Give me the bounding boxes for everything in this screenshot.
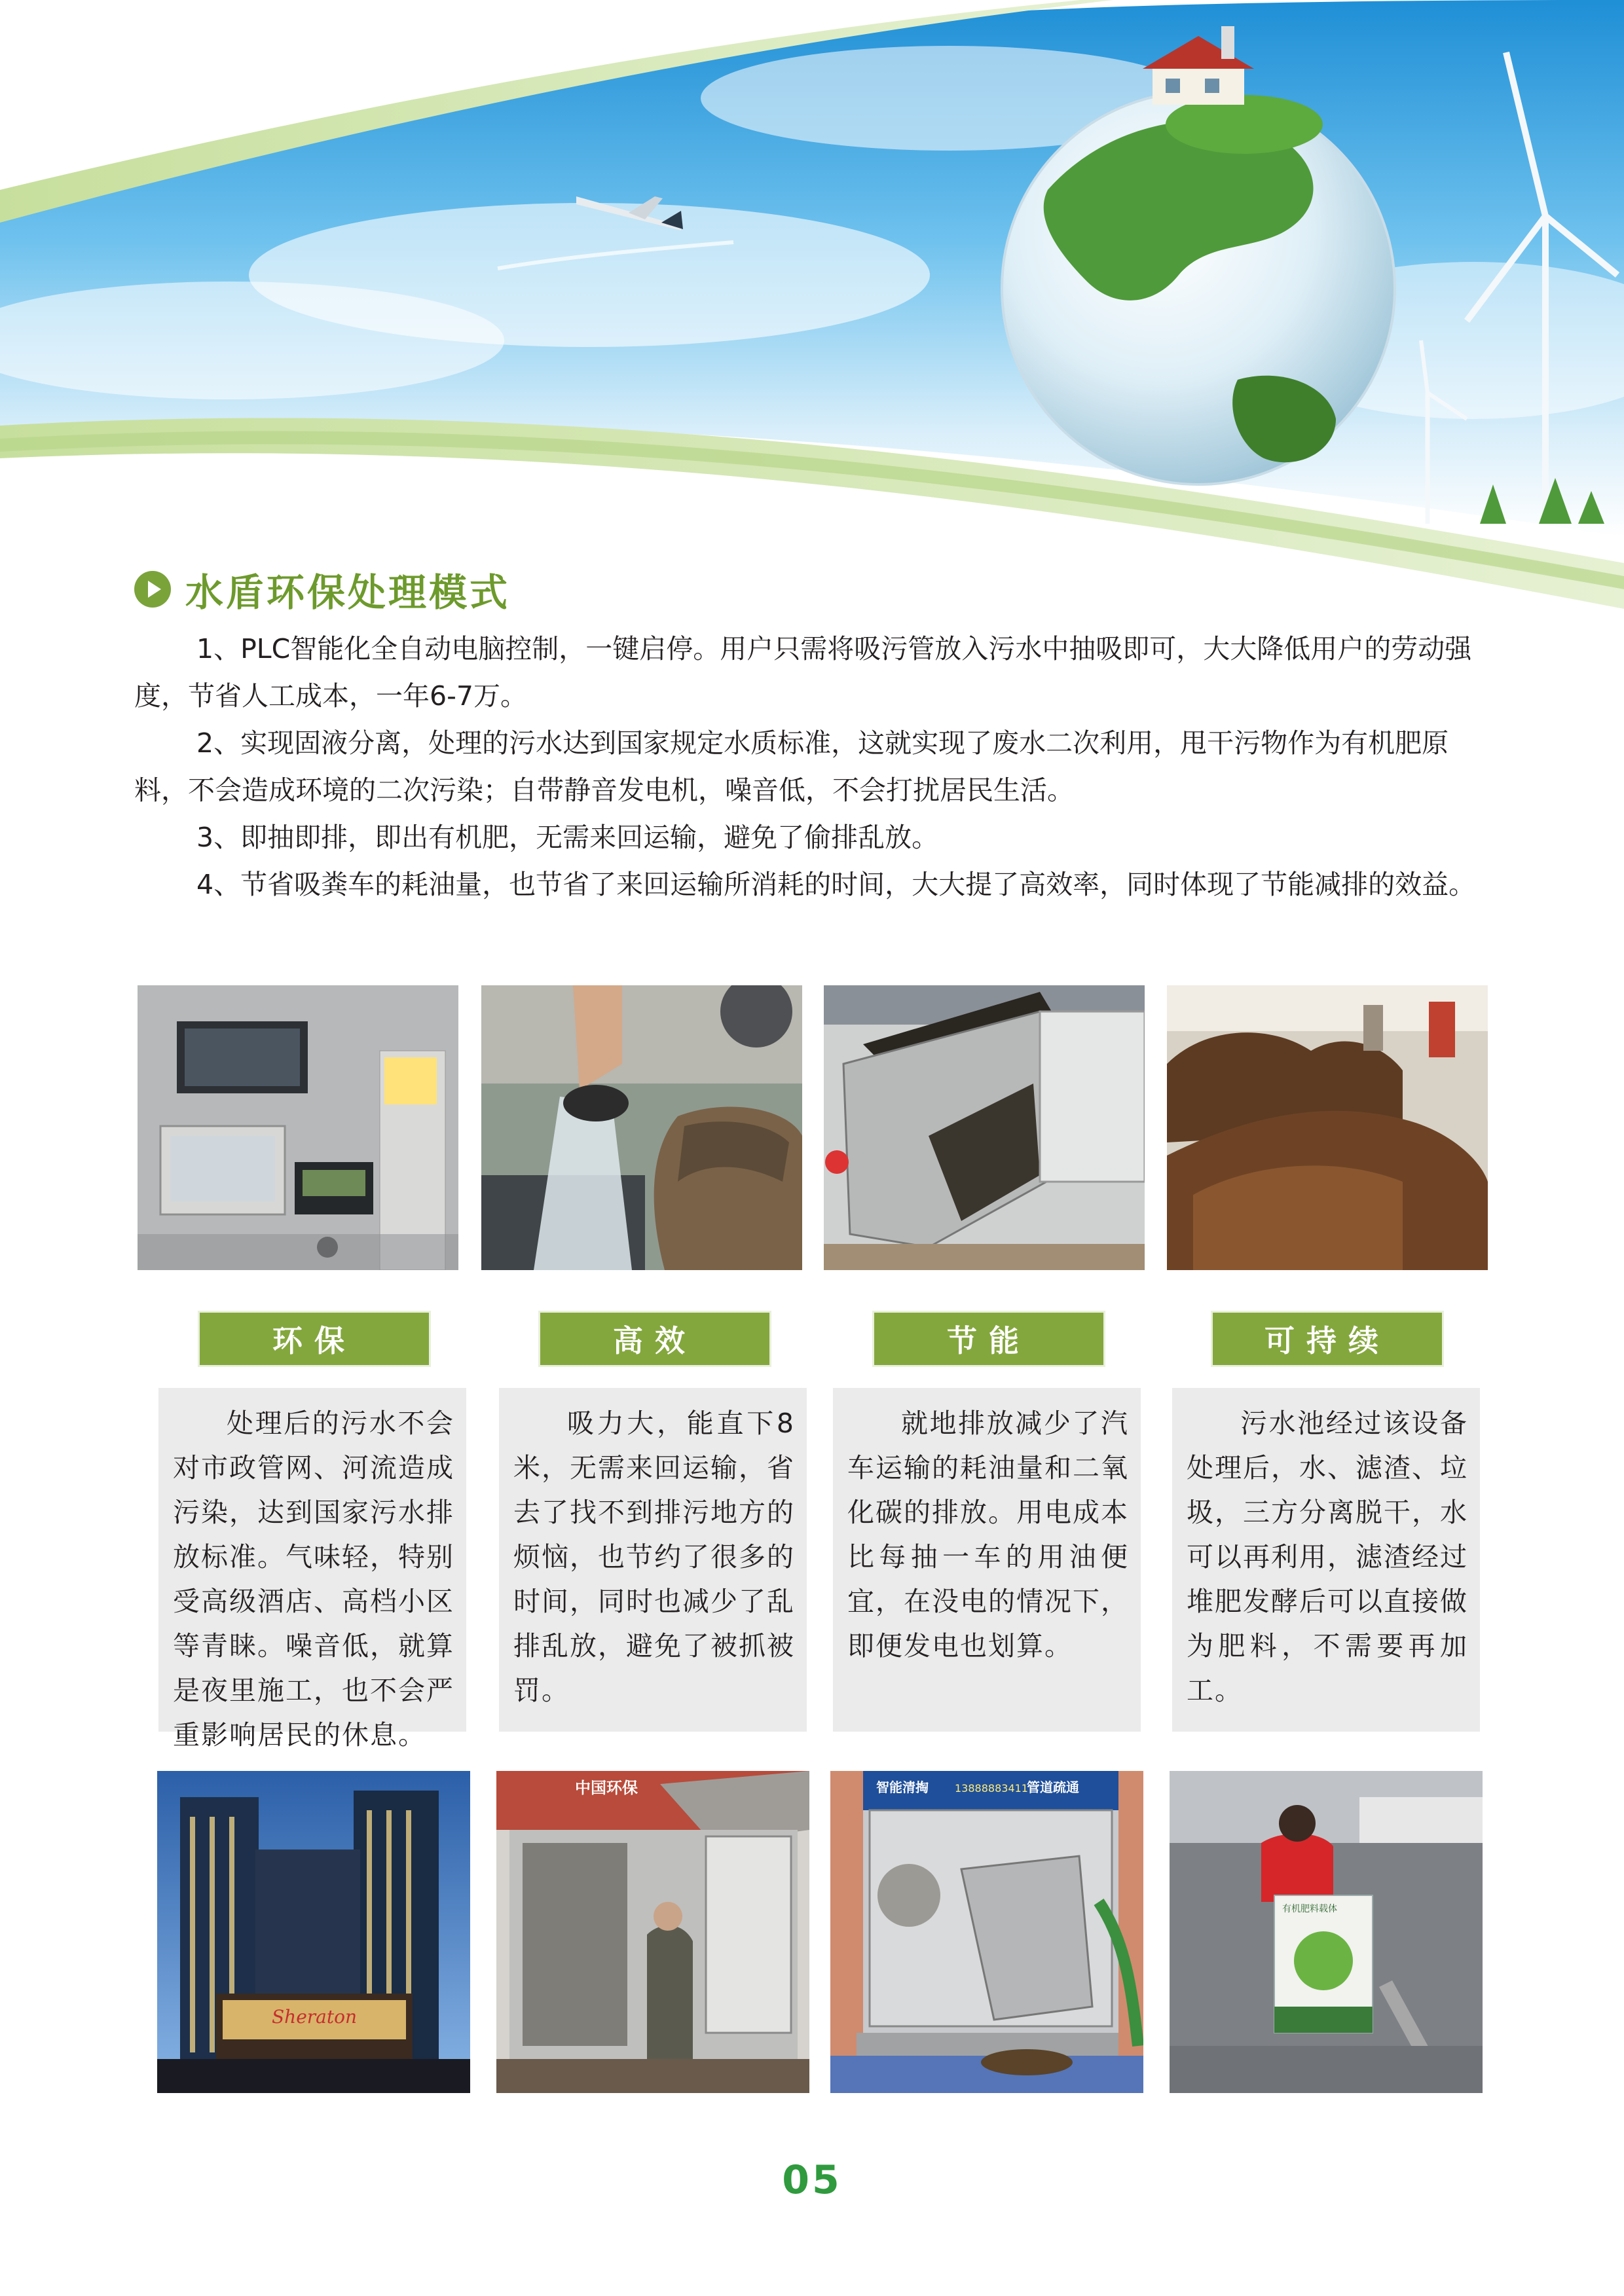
paragraph-3: 3、即抽即排，即出有机肥，无需来回运输，避免了偷排乱放。 <box>196 822 939 853</box>
paragraph-2: 2、实现固液分离，处理的污水达到国家规定水质标准，这就实现了废水二次利用，甩干污物作为有机肥原料，不会造成环境的二次污染；自带静音发电机，噪音低，不会打扰居民生活。 <box>134 727 1449 806</box>
feature-card-energy-saving <box>833 1388 1141 1732</box>
feature-text-sustainable: 污水池经过该设备处理后，水、滤渣、垃圾，三方分离脱干，水可以再利用，滤渣经过堆肥发酵后可以直接做为肥料，不需要再加工。 <box>1187 1408 1468 1706</box>
photo-hotel <box>157 1771 470 2093</box>
tag-efficient: 高效 <box>540 1313 769 1365</box>
photo-solid-separator <box>824 985 1145 1270</box>
truck-banner-text: 中国环保 <box>575 1779 638 1797</box>
feature-text-efficient: 吸力大，能直下8米，无需来回运输，省去了找不到排污地方的烦恼，也节约了很多的时间，同时也减少了乱排乱放，避免了被抓被罚。 <box>513 1408 795 1706</box>
feature-text-energy-saving: 就地排放减少了汽车运输的耗油量和二氧化碳的排放。用电成本比每抽一车的用油便宜，在没电的情况下，即便发电也划算。 <box>847 1408 1129 1662</box>
feature-card-efficient <box>499 1388 807 1732</box>
section-title: 水盾环保处理模式 <box>185 570 511 615</box>
paragraph-4: 4、节省吸粪车的耗油量，也节省了来回运输所消耗的时间，大大提了高效率，同时体现了节能减排的效益。 <box>196 869 1476 900</box>
play-bullet-icon <box>134 571 171 608</box>
header-banner-art <box>0 0 1624 655</box>
globe-icon <box>1002 92 1395 484</box>
header-banner <box>0 0 1624 655</box>
intro-paragraphs <box>134 625 1493 908</box>
truck-label-pipe: 管道疏通 <box>1027 1779 1079 1795</box>
tag-sustainable: 可持续 <box>1213 1313 1442 1365</box>
page-number: 05 <box>782 2157 842 2203</box>
hotel-sign-text: Sheraton <box>271 2006 358 2028</box>
photo-control-panel <box>138 985 458 1270</box>
section-heading <box>134 563 510 615</box>
photo-truck-operator <box>496 1771 809 2093</box>
truck-label-phone: 13888883411 <box>955 1782 1028 1795</box>
paragraph-1: 1、PLC智能化全自动电脑控制，一键启停。用户只需将吸污管放入污水中抽吸即可，大大降低用户的劳动强度，节省人工成本，一年6-7万。 <box>134 633 1472 712</box>
feature-card-environmental <box>158 1388 466 1751</box>
photo-water-discharge <box>481 985 802 1270</box>
tag-environmental: 环保 <box>200 1313 429 1365</box>
truck-label-cleaning: 智能清掏 <box>876 1779 929 1795</box>
photo-fertilizer-bag <box>1170 1771 1483 2093</box>
photo-truck-rear <box>830 1771 1143 2093</box>
feature-card-sustainable <box>1172 1388 1480 1732</box>
photo-compost-piles <box>1167 985 1488 1270</box>
tag-energy-saving: 节能 <box>874 1313 1103 1365</box>
feature-text-environmental: 处理后的污水不会对市政管网、河流造成污染，达到国家污水排放标准。气味轻，特别受高级酒店、高档小区等青睐。噪音低，就算是夜里施工，也不会严重影响居民的休息。 <box>173 1408 454 1751</box>
bag-label-text: 有机肥料载体 <box>1282 1904 1337 1914</box>
